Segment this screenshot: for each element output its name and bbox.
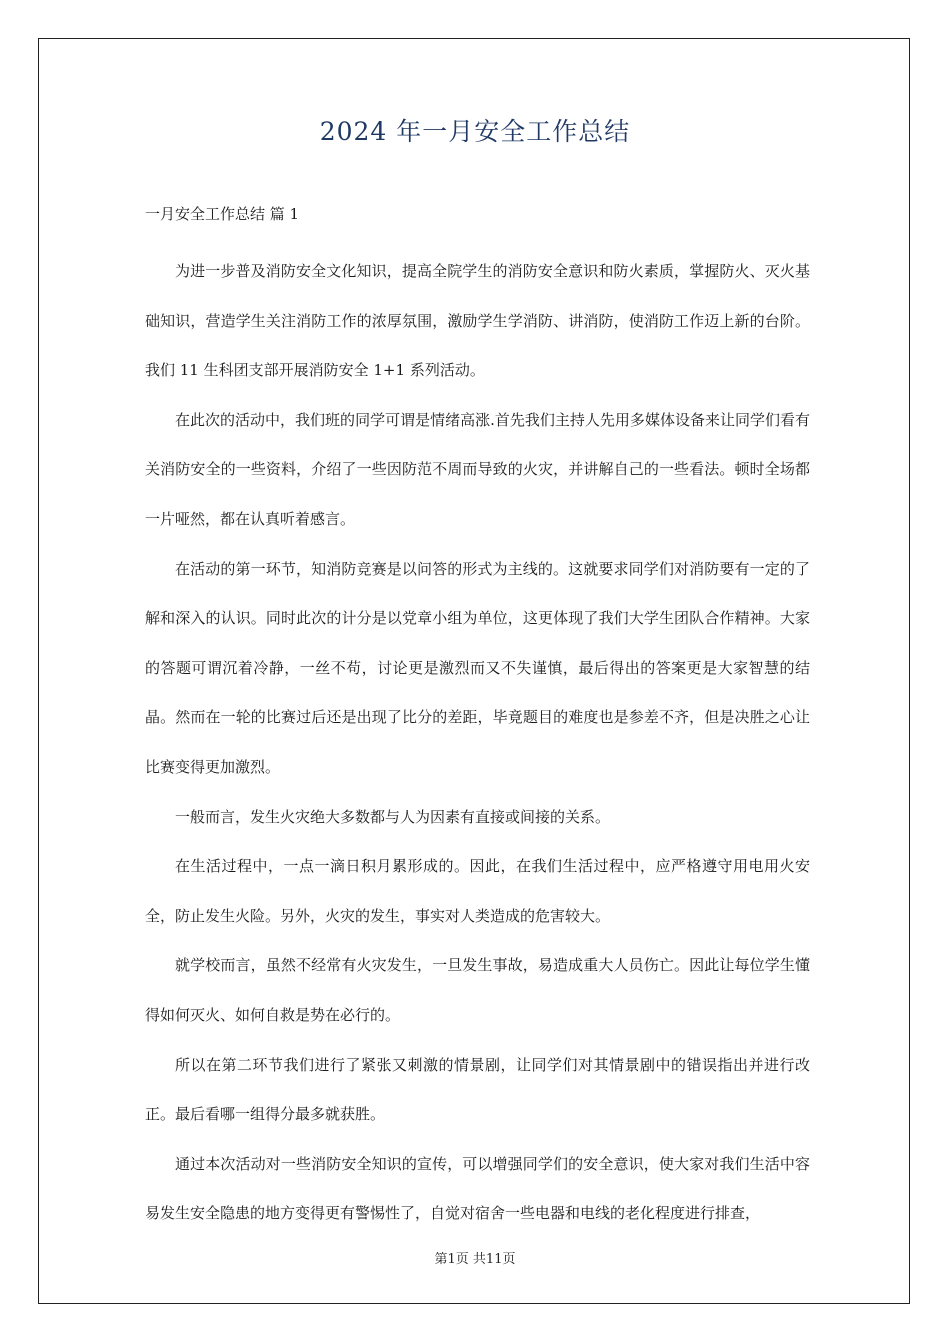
document-title: 2024 年一月安全工作总结 (319, 117, 631, 146)
paragraph: 在此次的活动中，我们班的同学可谓是情绪高涨.首先我们主持人先用多媒体设备来让同学们看有关消防安全的一些资料，介绍了一些因防范不周而导致的火灾，并讲解自己的一些看法。顿时全场都一片哑然，都在认真听着感言。 (145, 410, 810, 528)
paragraph: 通过本次活动对一些消防安全知识的宣传，可以增强同学们的安全意识，使大家对我们生活中容易发生安全隐患的地方变得更有警惕性了，自觉对宿舍一些电器和电线的老化程度进行排查， (145, 1154, 810, 1223)
paragraph: 在生活过程中，一点一滴日积月累形成的。因此，在我们生活过程中，应严格遵守用电用火安全，防止发生火险。另外，火灾的发生，事实对人类造成的危害较大。 (145, 857, 810, 925)
section-heading: 一月安全工作总结 篇 1 (145, 205, 300, 223)
paragraph: 就学校而言，虽然不经常有火灾发生，一旦发生事故，易造成重大人员伤亡。因此让每位学生懂得如何灭火、如何自救是势在必行的。 (145, 956, 810, 1024)
paragraph: 一般而言，发生火灾绝大多数都与人为因素有直接或间接的关系。 (175, 807, 611, 826)
paragraph: 所以在第二环节我们进行了紧张又刺激的情景剧，让同学们对其情景剧中的错误指出并进行改正。最后看哪一组得分最多就获胜。 (145, 1055, 810, 1124)
document-body (145, 198, 810, 1239)
page-number-footer: 第1页 共11页 (434, 1252, 516, 1267)
paragraph: 在活动的第一环节，知消防竞赛是以问答的形式为主线的。这就要求同学们对消防要有一定的了解和深入的认识。同时此次的计分是以党章小组为单位，这更体现了我们大学生团队合作精神。大家的答题可谓沉着冷静，一丝不苟，讨论更是激烈而又不失谨慎，最后得出的答案更是大家智慧的结晶。然而在一轮的比赛过后还是出现了比分的差距，毕竟题目的难度也是参差不齐，但是决胜之心让比赛变得更加激烈。 (145, 559, 810, 776)
paragraph: 为进一步普及消防安全文化知识，提高全院学生的消防安全意识和防火素质，掌握防火、灭火基础知识，营造学生关注消防工作的浓厚氛围，激励学生学消防、讲消防，使消防工作迈上新的台阶。我们 11 生科团支部开展消防安全 1+1 系列活动。 (145, 262, 810, 380)
